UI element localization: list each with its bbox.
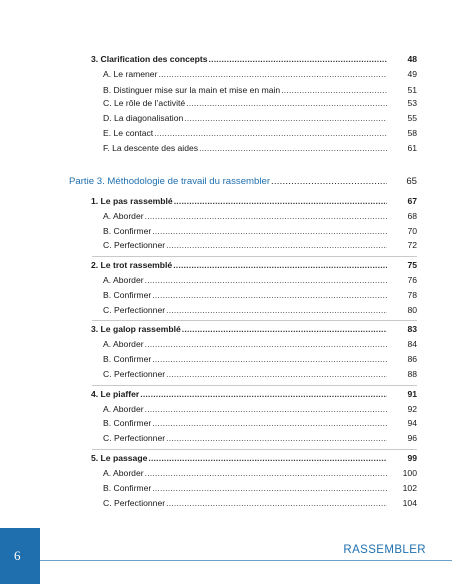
toc-entry-section[interactable]	[91, 389, 417, 400]
toc-entry-label: C. Perfectionner	[103, 433, 166, 443]
section-divider	[92, 320, 417, 321]
toc-entry-section[interactable]	[91, 196, 417, 207]
toc-entry-label: 4. Le piaffer	[91, 389, 140, 399]
toc-entry-label: 3. Le galop rassemblé	[91, 324, 181, 334]
section-divider	[92, 256, 417, 257]
toc-entry-page: 48	[407, 54, 417, 64]
leader-dots	[199, 143, 387, 154]
leader-dots	[166, 433, 387, 444]
toc-entry-page: 51	[407, 85, 417, 95]
leader-dots	[182, 324, 387, 335]
toc-entry-label: 1. Le pas rassemblé	[91, 196, 173, 206]
leader-dots	[152, 290, 387, 301]
toc-entry-label: C. Perfectionner	[103, 240, 166, 250]
toc-entry-label: C. Perfectionner	[103, 498, 166, 508]
toc-entry-page: 91	[407, 389, 417, 399]
toc-entry-subsection[interactable]	[103, 275, 417, 286]
leader-dots	[186, 98, 387, 109]
toc-entry-page: 58	[407, 128, 417, 138]
toc-entry-section[interactable]	[91, 324, 417, 335]
leader-dots	[145, 404, 387, 415]
leader-dots	[145, 211, 387, 222]
toc-entry-page: 94	[407, 418, 417, 428]
toc-entry-subsection[interactable]	[103, 211, 417, 222]
toc-entry-subsection[interactable]	[103, 128, 417, 139]
leader-dots	[281, 85, 387, 96]
toc-entry-part[interactable]	[69, 176, 417, 188]
toc-entry-page: 96	[407, 433, 417, 443]
toc-entry-subsection[interactable]	[103, 69, 417, 80]
leader-dots	[148, 453, 387, 464]
toc-entry-subsection[interactable]	[103, 483, 417, 494]
leader-dots	[166, 305, 387, 316]
toc-entry-subsection[interactable]	[103, 468, 417, 479]
toc-entry-page: 72	[407, 240, 417, 250]
toc-entry-label: B. Confirmer	[103, 418, 152, 428]
toc-entry-subsection[interactable]	[103, 143, 417, 154]
toc-entry-page: 99	[407, 453, 417, 463]
toc-entry-label: C. Le rôle de l’activité	[103, 98, 186, 108]
leader-dots	[166, 240, 387, 251]
toc-entry-page: 86	[407, 354, 417, 364]
page-number-tab	[0, 528, 40, 584]
toc-entry-label: A. Aborder	[103, 468, 144, 478]
section-divider	[92, 385, 417, 386]
toc-entry-label: A. Aborder	[103, 211, 144, 221]
toc-entry-page: 88	[407, 369, 417, 379]
toc-entry-page: 61	[407, 143, 417, 153]
page-number: 6	[14, 548, 21, 563]
leader-dots	[174, 196, 387, 207]
toc-entry-label: B. Confirmer	[103, 226, 152, 236]
leader-dots	[145, 275, 387, 286]
leader-dots	[152, 226, 387, 237]
toc-entry-label: A. Aborder	[103, 339, 144, 349]
toc-entry-page: 68	[407, 211, 417, 221]
toc-entry-label: A. Le ramener	[103, 69, 158, 79]
toc-entry-label: B. Distinguer mise sur la main et mise en main	[103, 85, 281, 95]
leader-dots	[166, 369, 387, 380]
toc-entry-page: 78	[407, 290, 417, 300]
toc-entry-subsection[interactable]	[103, 404, 417, 415]
toc-entry-subsection[interactable]	[103, 290, 417, 301]
toc-entry-subsection[interactable]	[103, 305, 417, 316]
leader-dots	[154, 128, 387, 139]
toc-entry-page: 102	[402, 483, 417, 493]
toc-entry-label: E. Le contact	[103, 128, 154, 138]
leader-dots	[152, 418, 387, 429]
toc-entry-subsection[interactable]	[103, 98, 417, 109]
toc-entry-page: 80	[407, 305, 417, 315]
toc-entry-subsection[interactable]	[103, 433, 417, 444]
leader-dots	[158, 69, 387, 80]
toc-entry-label: 5. Le passage	[91, 453, 148, 463]
toc-entry-page: 67	[407, 196, 417, 206]
leader-dots	[145, 339, 387, 350]
toc-entry-subsection[interactable]	[103, 418, 417, 429]
toc-entry-page: 100	[402, 468, 417, 478]
toc-entry-label: D. La diagonalisation	[103, 113, 184, 123]
leader-dots	[166, 498, 387, 509]
toc-entry-label: 3. Clarification des concepts	[91, 54, 208, 64]
leader-dots	[271, 176, 387, 188]
toc-entry-label: A. Aborder	[103, 404, 144, 414]
leader-dots	[145, 468, 387, 479]
section-divider	[92, 449, 417, 450]
toc-entry-label: B. Confirmer	[103, 354, 152, 364]
footer-rule	[0, 560, 452, 561]
toc-entry-section[interactable]	[91, 54, 417, 65]
toc-entry-page: 75	[407, 260, 417, 270]
toc-entry-page: 76	[407, 275, 417, 285]
leader-dots	[152, 354, 387, 365]
toc-entry-subsection[interactable]	[103, 85, 417, 96]
toc-entry-subsection[interactable]	[103, 113, 417, 124]
toc-entry-page: 104	[402, 498, 417, 508]
leader-dots	[184, 113, 387, 124]
toc-entry-page: 92	[407, 404, 417, 414]
running-footer-title: RASSEMBLER	[343, 544, 426, 556]
leader-dots	[140, 389, 387, 400]
toc-entry-page: 65	[406, 176, 417, 187]
toc-entry-label: A. Aborder	[103, 275, 144, 285]
toc-entry-page: 49	[407, 69, 417, 79]
toc-entry-label: B. Confirmer	[103, 483, 152, 493]
toc-entry-page: 83	[407, 324, 417, 334]
toc-entry-label: C. Perfectionner	[103, 305, 166, 315]
leader-dots	[152, 483, 387, 494]
toc-entry-section[interactable]	[91, 260, 417, 271]
toc-entry-label: 2. Le trot rassemblé	[91, 260, 173, 270]
toc-entry-page: 55	[407, 113, 417, 123]
toc-entry-label: B. Confirmer	[103, 290, 152, 300]
toc-entry-label: F. La descente des aides	[103, 143, 199, 153]
toc-entry-subsection[interactable]	[103, 369, 417, 380]
toc-entry-page: 84	[407, 339, 417, 349]
toc-entry-page: 53	[407, 98, 417, 108]
leader-dots	[209, 54, 387, 65]
toc-entry-subsection[interactable]	[103, 498, 417, 509]
toc-entry-subsection[interactable]	[103, 339, 417, 350]
toc-entry-label: Partie 3. Méthodologie de travail du rassembler	[69, 176, 271, 187]
toc-entry-subsection[interactable]	[103, 226, 417, 237]
toc-entry-page: 70	[407, 226, 417, 236]
leader-dots	[173, 260, 387, 271]
toc-entry-subsection[interactable]	[103, 240, 417, 251]
toc-entry-subsection[interactable]	[103, 354, 417, 365]
toc-entry-section[interactable]	[91, 453, 417, 464]
toc-entry-label: C. Perfectionner	[103, 369, 166, 379]
